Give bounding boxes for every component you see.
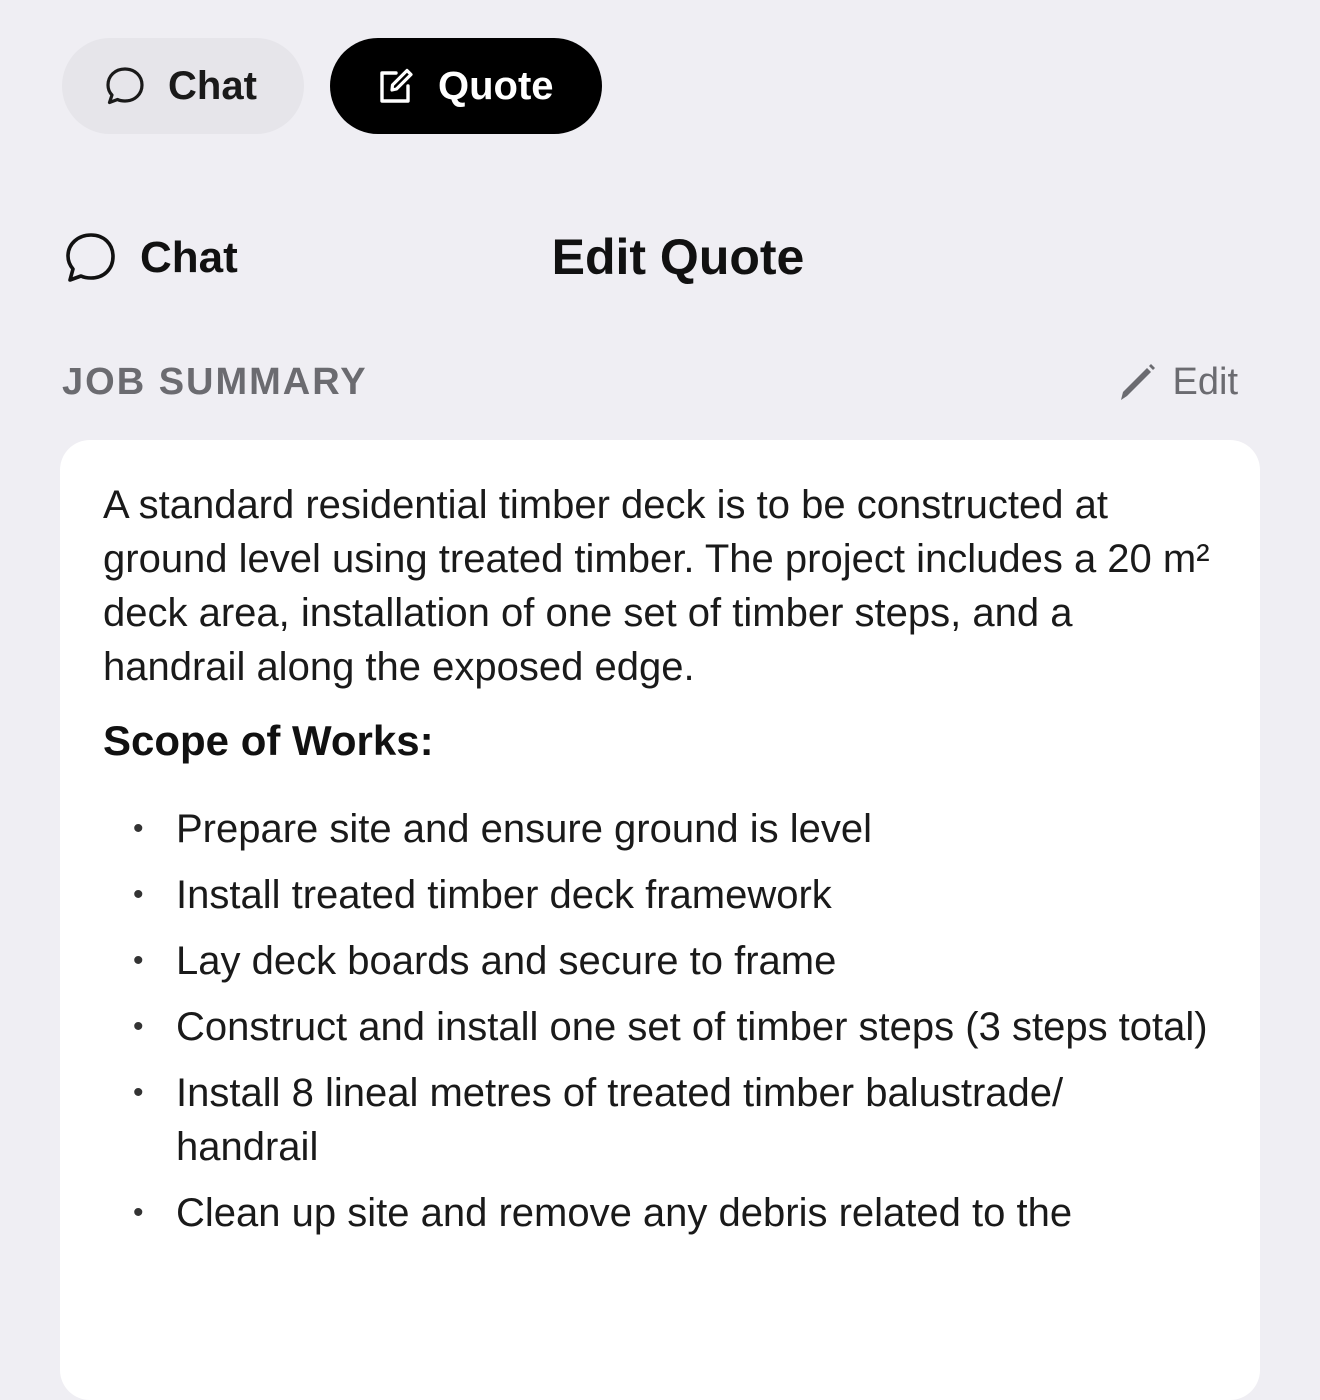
job-summary-label: JOB SUMMARY <box>62 360 368 403</box>
scope-list-item <box>103 802 1216 856</box>
scope-list-item <box>103 1186 1216 1240</box>
edit-square-icon <box>374 65 416 107</box>
chat-segment-label: Chat <box>168 63 257 108</box>
pencil-icon <box>1115 360 1159 404</box>
back-to-chat-label: Chat <box>140 233 238 282</box>
job-description: A standard residential timber deck is to be constructed at ground level using treated timber. The project includes a 20 m² deck area, installation of one set of timber steps, and a handrail along the exposed edge. <box>103 483 1210 689</box>
scope-item-text: Clean up site and remove any debris related to the <box>176 1191 1073 1235</box>
bullet: • <box>133 944 144 977</box>
scope-item-text: Install treated timber deck framework <box>176 873 832 917</box>
navigation-bar <box>0 222 1320 294</box>
bullet: • <box>133 812 144 845</box>
scope-list-item <box>103 1066 1216 1174</box>
quote-segment-button[interactable] <box>330 38 602 134</box>
scope-list-item <box>103 868 1216 922</box>
bullet: • <box>133 1010 144 1043</box>
scope-item-text: Install 8 lineal metres of treated timber balustrade/ handrail <box>176 1071 1064 1169</box>
quote-segment-label: Quote <box>438 63 554 108</box>
job-summary-card <box>60 440 1260 1400</box>
edit-summary-label: Edit <box>1172 360 1238 403</box>
scope-title: Scope of Works: <box>103 717 434 764</box>
edit-summary-button[interactable] <box>1115 360 1238 404</box>
scope-list-item <box>103 1000 1216 1054</box>
scope-item-text: Lay deck boards and secure to frame <box>176 939 837 983</box>
chat-bubble-icon <box>104 65 146 107</box>
bullet: • <box>133 1076 144 1109</box>
chat-segment-button[interactable] <box>62 38 304 134</box>
scope-item-text: Construct and install one set of timber steps (3 steps total) <box>176 1005 1208 1049</box>
page-title: Edit Quote <box>551 229 805 285</box>
scope-list <box>103 802 1216 1240</box>
bullet: • <box>133 878 144 911</box>
scope-item-text: Prepare site and ensure ground is level <box>176 807 872 851</box>
job-summary-header <box>62 360 1238 404</box>
bullet: • <box>133 1196 144 1229</box>
mode-segmented-control <box>62 38 602 134</box>
scope-list-item <box>103 934 1216 988</box>
